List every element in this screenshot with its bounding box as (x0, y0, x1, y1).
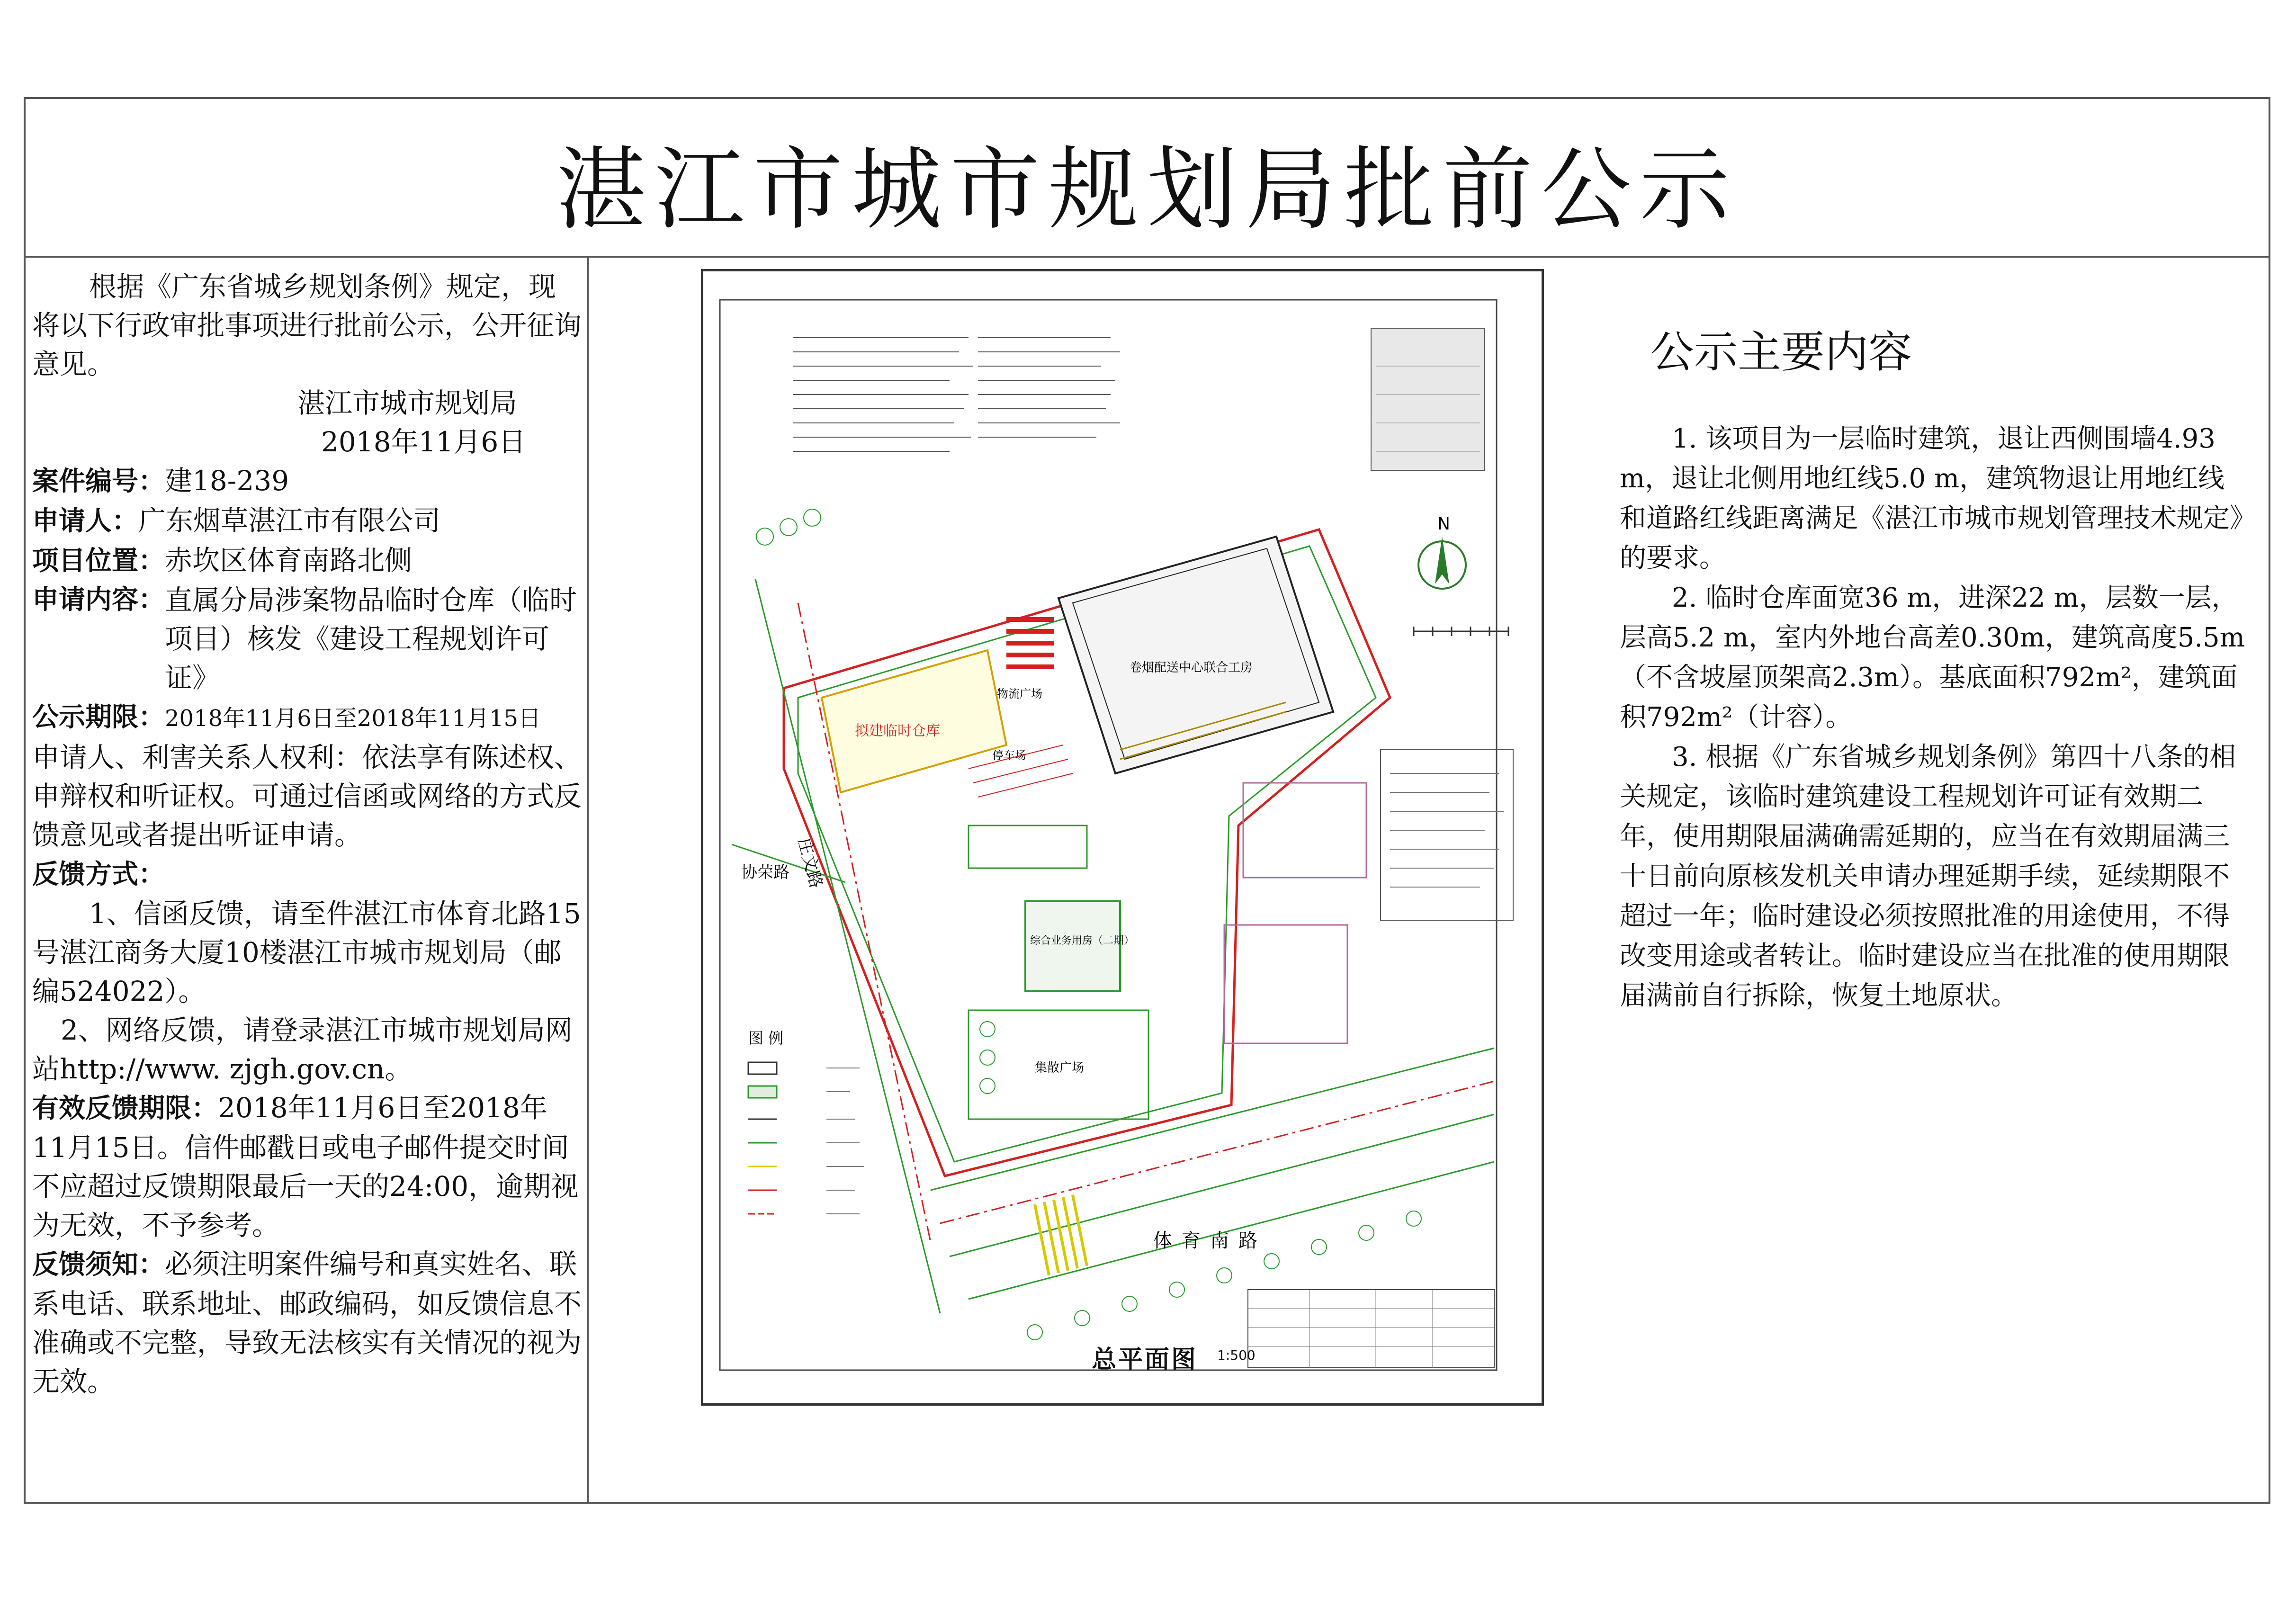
road-west-label: 庄文路 (794, 835, 826, 890)
feedback-label: 反馈方式： (32, 859, 165, 890)
location-label: 项目位置： (32, 546, 165, 576)
content-point-3: 3. 根据《广东省城乡规划条例》第四十八条的相关规定，该临时建筑建设工程规划许可证有效期二年，使用期限届满确需延期的，应当在有效期届满三十日前向原核发机关申请办理延期手续，延续期限不超过一年；临时建设必须按照批准的用途使用，不得改变用途或者转让。临时建设应当在批准的使用期限届满前自行拆除，恢复土地原状。 (1620, 742, 2236, 1011)
period: 2018年11月6日至2018年11月15日 (165, 705, 541, 732)
issuer: 湛江市城市规划局 (297, 387, 518, 419)
site-plan-drawing (701, 269, 1544, 1406)
parking-label: 停车场 (992, 749, 1026, 762)
notice-line (32, 1245, 582, 1401)
notes-lines (1390, 773, 1504, 887)
east-building-1 (1243, 783, 1366, 878)
scale-bar (1414, 627, 1508, 636)
logistics-label: 物流广场 (997, 687, 1042, 700)
section-detail (1371, 328, 1485, 470)
page-title: 湛江市城市规划局批前公示 (556, 137, 1738, 242)
notice: 必须注明案件编号和真实姓名、联系电话、联系地址、邮政编码，如反馈信息不准确或不完整，导致无法核实有关情况的视为无效。 (32, 1248, 582, 1398)
right-heading: 公示主要内容 (1650, 327, 1912, 377)
valid-period-line (32, 1088, 582, 1245)
period-line (32, 697, 582, 738)
plan-scale: 1:500 (1217, 1347, 1256, 1363)
left-column (32, 267, 582, 1401)
applicant-line (32, 501, 582, 541)
case-number-line (32, 461, 582, 501)
period-label: 公示期限： (32, 702, 165, 733)
column-divider (587, 258, 589, 1504)
notes-box (1381, 750, 1513, 920)
content-label: 申请内容： (32, 584, 165, 615)
legend-swatches (748, 1062, 777, 1214)
notice-label: 反馈须知： (32, 1249, 165, 1280)
applicant-label: 申请人： (32, 506, 138, 537)
crosswalk (1035, 1195, 1087, 1275)
valid-period-label: 有效反馈期限： (32, 1093, 218, 1124)
location: 赤坎区体育南路北侧 (165, 544, 413, 576)
applicant: 广东烟草湛江市有限公司 (138, 504, 441, 537)
title-block-grid (1248, 1290, 1494, 1368)
design-notes (793, 338, 1120, 451)
content: 直属分局涉案物品临时仓库（临时项目）核发《建设工程规划许可证》 (165, 584, 577, 694)
plaza-label: 集散广场 (1035, 1061, 1085, 1075)
green-court (969, 825, 1087, 868)
temporary-warehouse (822, 650, 1006, 792)
east-building-2 (1224, 925, 1347, 1043)
case-number-label: 案件编号： (32, 466, 165, 497)
north-label: N (1437, 514, 1450, 534)
right-column (1620, 419, 2245, 1016)
case-number: 建18-239 (165, 465, 289, 497)
valid-period: 2018年11月6日至2018年11月15日。信件邮戳日或电子邮件提交时间不应超过反馈期限最后一天的24:00，逾期视为无效，不予参考。 (32, 1092, 579, 1241)
content-point-1: 1. 该项目为一层临时建筑，退让西侧围墙4.93 m，退让北侧用地红线5.0 m，建筑物退让用地红线和道路红线距离满足《湛江市城市规划管理技术规定》的要求。 (1620, 423, 2243, 574)
legend-title: 图 例 (748, 1029, 784, 1047)
complex-label: 综合业务用房（二期） (1030, 935, 1135, 947)
feedback-label-line (32, 854, 582, 894)
road-sw-label: 协荣路 (741, 863, 789, 882)
intro-text: 根据《广东省城乡规划条例》规定，现将以下行政审批事项进行批前公示，公开征询意见。 (32, 270, 582, 380)
north-arrow-icon (1418, 537, 1466, 589)
main-warehouse-label: 卷烟配送中心联合工房 (1130, 661, 1253, 675)
temporary-warehouse-label: 拟建临时仓库 (855, 723, 940, 739)
loading-docks (1006, 617, 1054, 669)
road-south-label: 体育南路 (1153, 1230, 1267, 1252)
title-block (1248, 1290, 1494, 1368)
location-line (32, 541, 582, 581)
feedback-mail: 1、信函反馈，请至件湛江市体育北路15号湛江商务大厦10楼湛江市城市规划局（邮编524022）。 (32, 897, 581, 1007)
content-point-2: 2. 临时仓库面宽36 m，进深22 m，层数一层，层高5.2 m，室内外地台高差0.30m，建筑高度5.5m（不含坡屋顶架高2.3m）。基底面积792m²，建筑面积792m²（计容）。 (1620, 583, 2245, 733)
title-row (26, 99, 2269, 258)
feedback-web: 2、网络反馈，请登录湛江市城市规划局网站http://www. zjgh.gov.cn。 (32, 1014, 573, 1085)
issue-date: 2018年11月6日 (321, 426, 526, 458)
content-line (32, 581, 582, 697)
plan-title: 总平面图 (1092, 1346, 1198, 1374)
legend-text-lines (826, 1068, 864, 1214)
site-plan-svg (703, 271, 1542, 1403)
rights-text: 申请人、利害关系人权利：依法享有陈述权、申辩权和听证权。可通过信函或网络的方式反馈意见或者提出听证申请。 (32, 741, 582, 851)
